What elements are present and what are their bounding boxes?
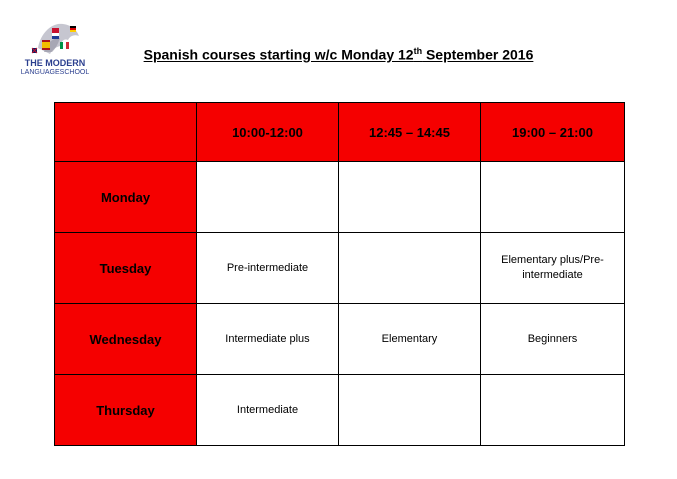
course-schedule-table (54, 102, 625, 446)
header-row (55, 103, 625, 162)
course-cell: Intermediate plus (197, 304, 339, 375)
course-cell: Beginners (481, 304, 625, 375)
page-title (0, 46, 677, 63)
day-label: Monday (55, 162, 197, 233)
day-label: Thursday (55, 375, 197, 446)
table-row (55, 233, 625, 304)
course-cell: Pre-intermediate (197, 233, 339, 304)
day-label: Tuesday (55, 233, 197, 304)
table-row (55, 375, 625, 446)
course-cell (339, 162, 481, 233)
course-cell: Elementary (339, 304, 481, 375)
table-row (55, 162, 625, 233)
course-cell (481, 375, 625, 446)
logo-text-line2: LANGUAGESCHOOL (20, 69, 90, 76)
title-suffix: September 2016 (422, 46, 534, 63)
course-cell (197, 162, 339, 233)
day-label: Wednesday (55, 304, 197, 375)
time-slot-header: 12:45 – 14:45 (339, 103, 481, 162)
time-slot-header: 19:00 – 21:00 (481, 103, 625, 162)
time-slot-header: 10:00-12:00 (197, 103, 339, 162)
course-cell (339, 375, 481, 446)
corner-cell (55, 103, 197, 162)
title-superscript: th (413, 46, 423, 56)
course-cell (481, 162, 625, 233)
table-row (55, 304, 625, 375)
course-cell: Intermediate (197, 375, 339, 446)
title-prefix: Spanish courses starting w/c Monday 12 (143, 46, 414, 63)
course-cell (339, 233, 481, 304)
logo-text-line1: THE MODERN (24, 58, 86, 68)
course-cell: Elementary plus/Pre-intermediate (481, 233, 625, 304)
